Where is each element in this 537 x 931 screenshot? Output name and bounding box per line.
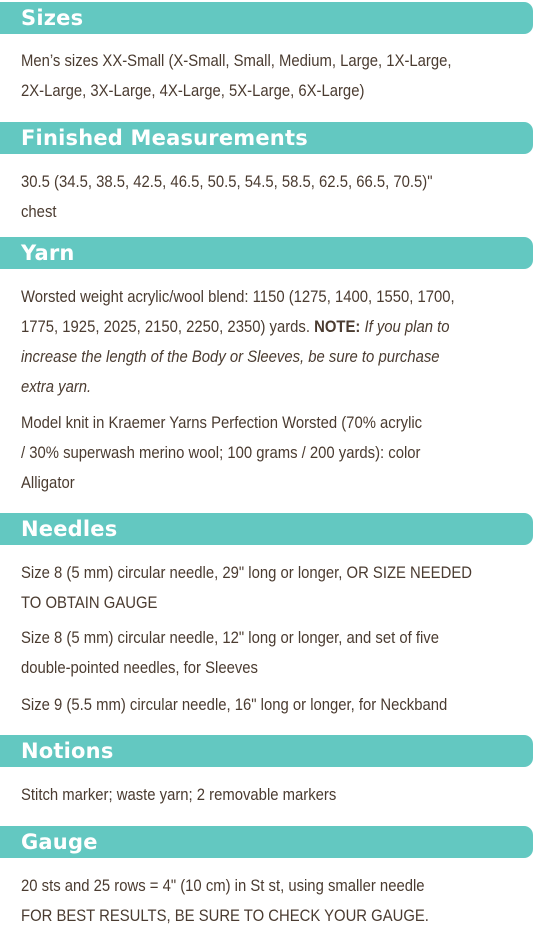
needles-line: TO OBTAIN GAUGE <box>21 594 158 612</box>
yarn-line: Alligator <box>21 474 75 492</box>
yarn-line-text: 1775, 1925, 2025, 2150, 2250, 2350) yards. <box>21 318 310 336</box>
notions-text <box>21 780 534 810</box>
note-text: increase the length of the Body or Sleeves, be sure to purchase <box>21 348 440 366</box>
yarn-text-1 <box>21 282 534 402</box>
sizes-line: 2X-Large, 3X-Large, 4X-Large, 5X-Large, 6X-Large) <box>21 82 365 100</box>
sizes-line: Men’s sizes XX-Small (X-Small, Small, Medium, Large, 1X-Large, <box>21 52 452 70</box>
needles-item <box>21 690 534 720</box>
note-text: If you plan to <box>364 318 450 336</box>
needles-line: Size 8 (5 mm) circular needle, 12" long or longer, and set of five <box>21 629 439 647</box>
section-header-measurements: Finished Measurements <box>0 122 533 154</box>
notions-line: Stitch marker; waste yarn; 2 removable markers <box>21 786 337 804</box>
yarn-line: / 30% superwash merino wool; 100 grams / 200 yards): color <box>21 444 421 462</box>
note-text: extra yarn. <box>21 378 92 396</box>
gauge-line: 20 sts and 25 rows = 4" (10 cm) in St st, using smaller needle <box>21 877 425 895</box>
needles-item <box>21 558 534 618</box>
yarn-line: Worsted weight acrylic/wool blend: 1150 (1275, 1400, 1550, 1700, <box>21 288 455 306</box>
yarn-text-2 <box>21 408 534 498</box>
needles-line: Size 9 (5.5 mm) circular needle, 16" long or longer, for Neckband <box>21 696 448 714</box>
gauge-line: FOR BEST RESULTS, BE SURE TO CHECK YOUR GAUGE. <box>21 907 429 925</box>
measurements-line: 30.5 (34.5, 38.5, 42.5, 46.5, 50.5, 54.5, 58.5, 62.5, 66.5, 70.5)" <box>21 173 433 191</box>
gauge-text <box>21 871 534 931</box>
measurements-line: chest <box>21 203 57 221</box>
needles-line: Size 8 (5 mm) circular needle, 29" long or longer, OR SIZE NEEDED <box>21 564 472 582</box>
measurements-text <box>21 167 534 227</box>
needles-line: double-pointed needles, for Sleeves <box>21 659 258 677</box>
note-label: NOTE: <box>314 318 361 336</box>
section-header-gauge: Gauge <box>0 826 533 858</box>
section-header-sizes: Sizes <box>0 2 533 34</box>
section-header-notions: Notions <box>0 735 533 767</box>
needles-item <box>21 623 534 683</box>
section-header-needles: Needles <box>0 513 533 545</box>
sizes-text <box>21 46 534 106</box>
yarn-line <box>21 312 534 342</box>
yarn-line: Model knit in Kraemer Yarns Perfection Worsted (70% acrylic <box>21 414 423 432</box>
section-header-yarn: Yarn <box>0 237 533 269</box>
